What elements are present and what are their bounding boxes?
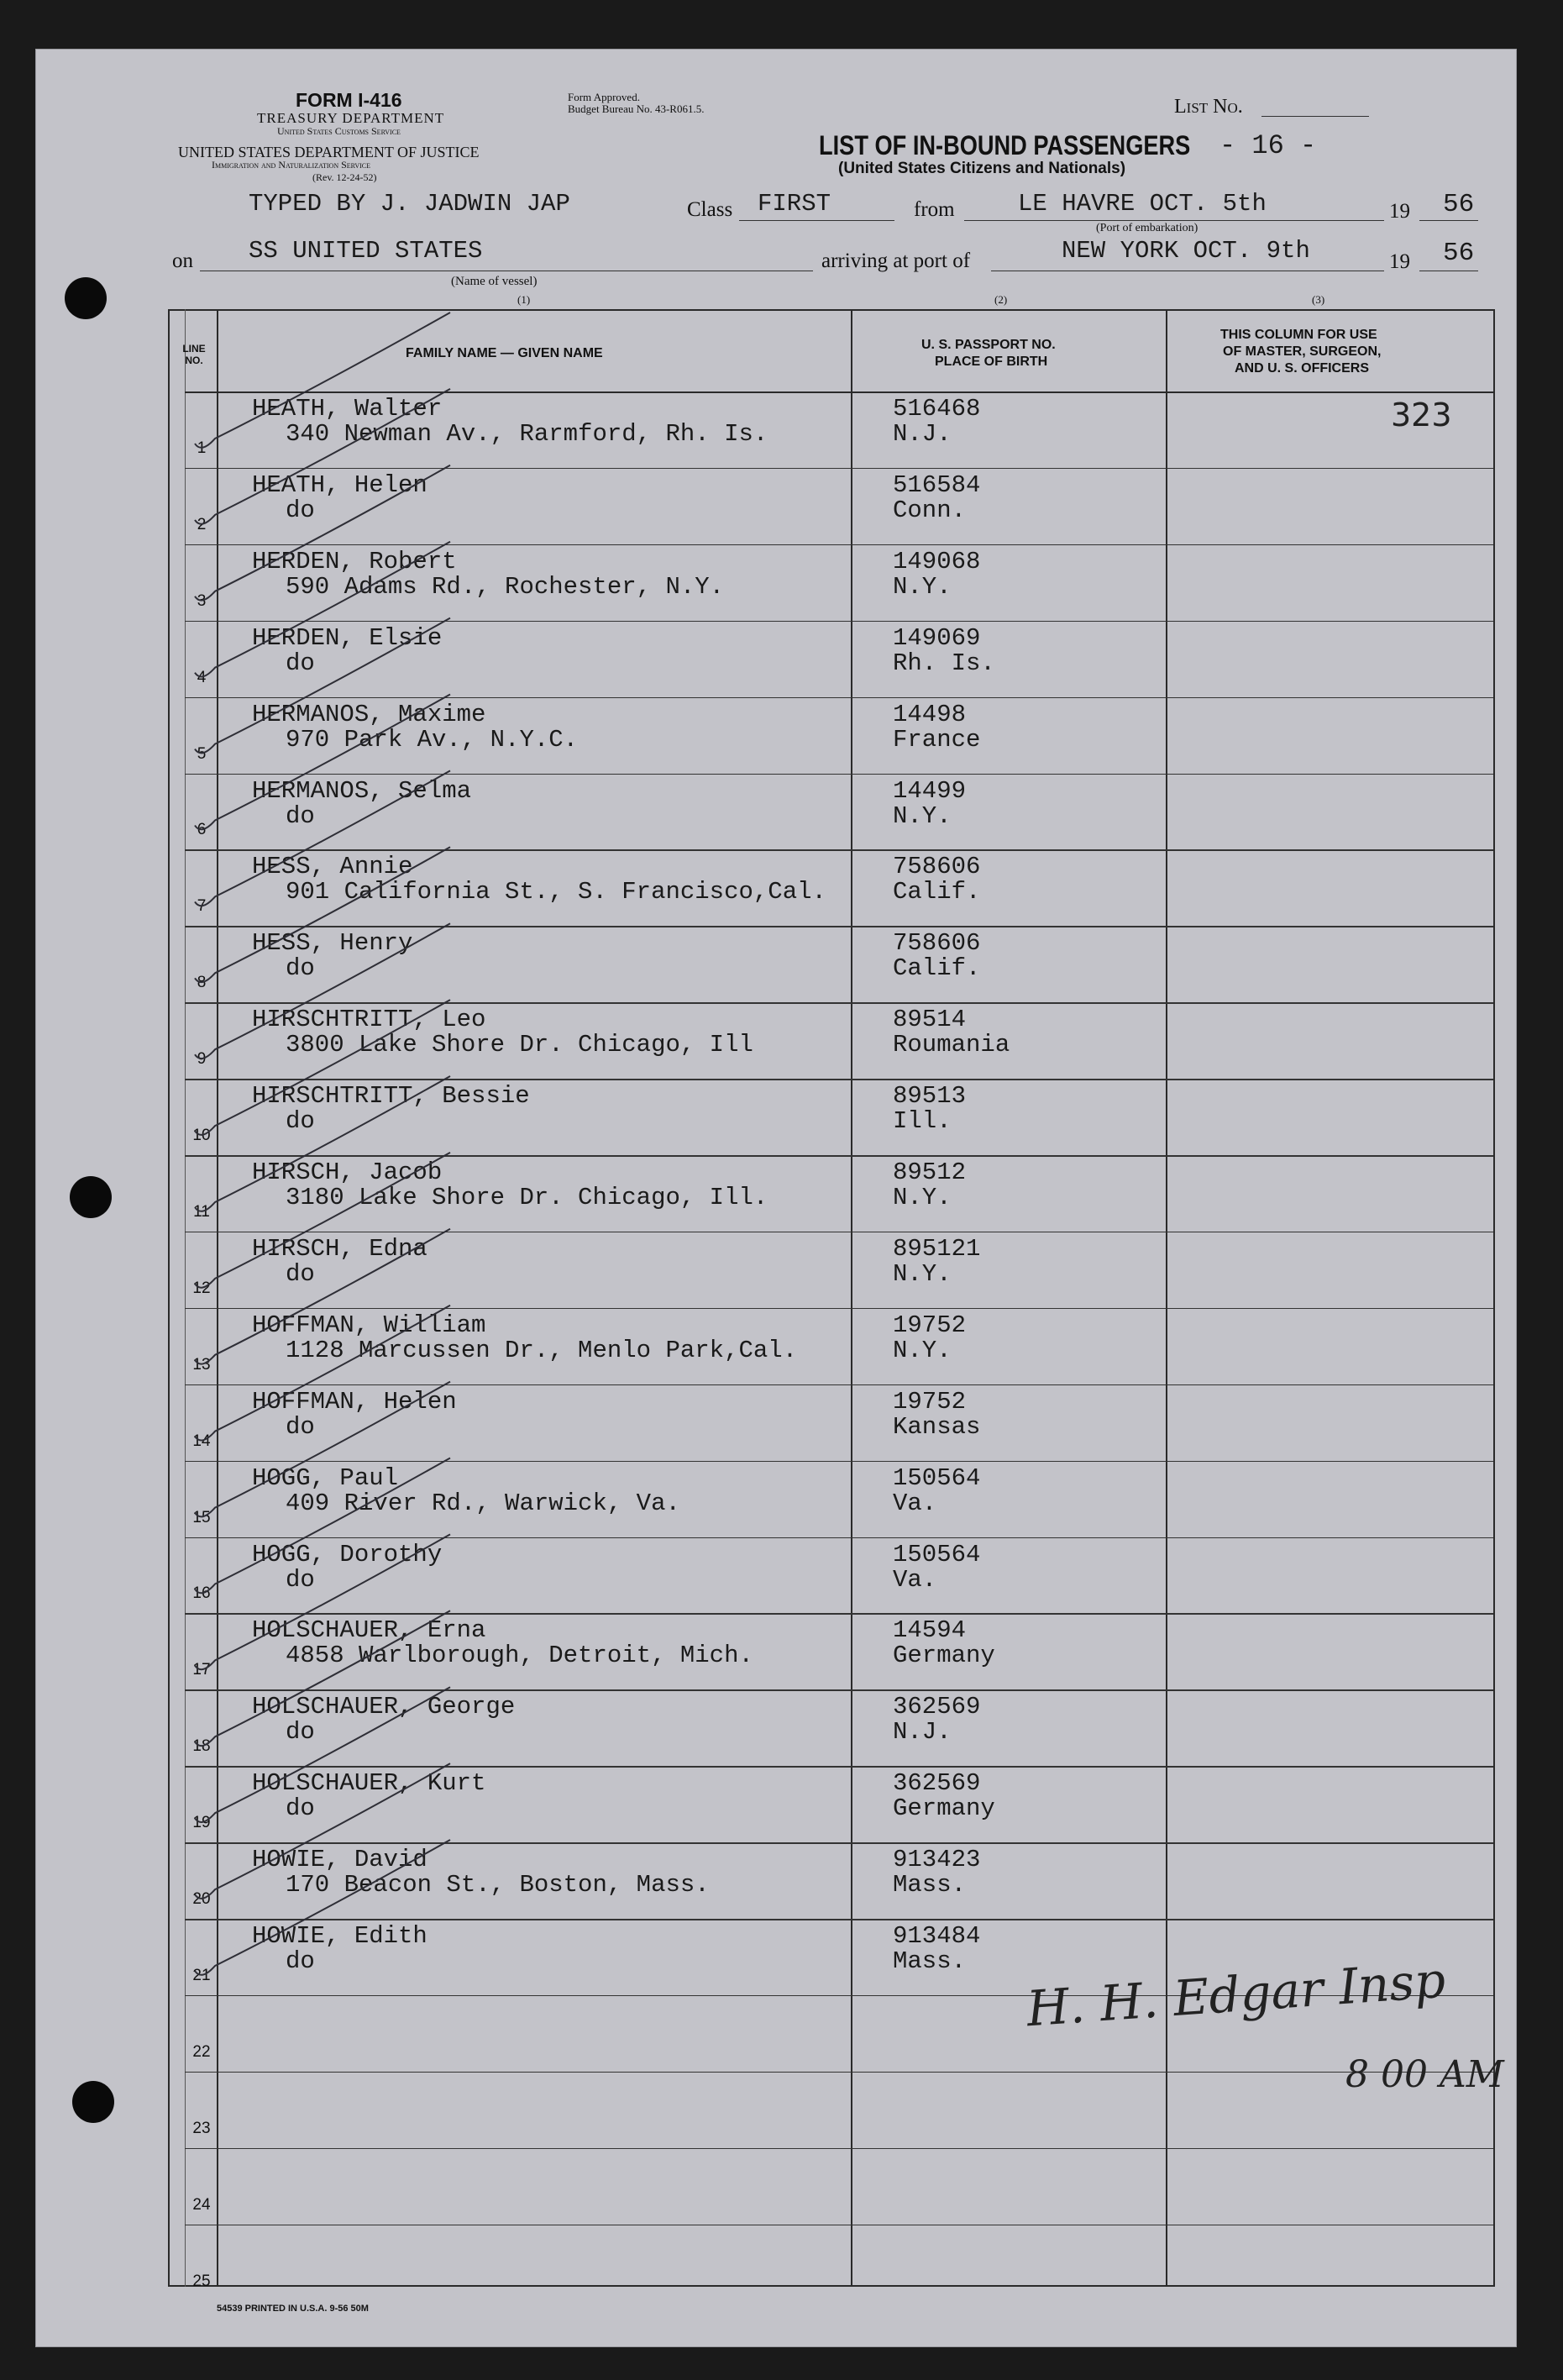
row-passport-no: 89512 (893, 1158, 967, 1186)
row-passport-no: 362569 (893, 1769, 981, 1798)
row-birthplace: Calif. (893, 954, 981, 983)
row-address: 1128 Marcussen Dr., Menlo Park,Cal. (286, 1336, 798, 1364)
row-line-number: 20 (192, 1890, 211, 1908)
row-address: 409 River Rd., Warwick, Va. (286, 1489, 680, 1517)
col-number-1: (1) (517, 293, 531, 306)
row-birthplace: N.J. (893, 1718, 952, 1747)
row-address: 3800 Lake Shore Dr. Chicago, Ill (286, 1031, 753, 1059)
row-line-number: 5 (197, 744, 207, 763)
row-line-number: 14 (192, 1432, 211, 1450)
row-family-name: HEATH, Walter (252, 395, 443, 423)
row-passport-no: 516468 (893, 395, 981, 423)
port-embark-caption: (Port of embarkation) (1096, 222, 1198, 234)
row-birthplace: Va. (893, 1565, 937, 1594)
row-birthplace: N.Y. (893, 801, 952, 830)
row-family-name: HOGG, Paul (252, 1463, 399, 1492)
class-value: FIRST (758, 190, 831, 218)
check-mark (195, 847, 450, 982)
year-value-2: 56 (1443, 239, 1475, 268)
row-line-number: 2 (197, 515, 207, 533)
row-address: do (286, 1565, 315, 1594)
row-family-name: HOLSCHAUER, Kurt (252, 1769, 486, 1798)
check-mark (195, 1076, 450, 1211)
row-birthplace: Mass. (893, 1947, 967, 1975)
row-address: do (286, 1794, 315, 1823)
row-line-number: 12 (192, 1279, 211, 1297)
check-mark (195, 770, 450, 906)
row-passport-no: 362569 (893, 1693, 981, 1721)
vessel-name: SS UNITED STATES (249, 237, 483, 265)
check-mark (195, 542, 450, 677)
row-passport-no: 150564 (893, 1463, 981, 1492)
row-birthplace: Kansas (893, 1412, 981, 1441)
row-line-number: 3 (197, 591, 207, 610)
row-family-name: HIRSCH, Edna (252, 1234, 427, 1263)
check-mark (195, 313, 450, 448)
vessel-caption: (Name of vessel) (451, 275, 538, 288)
row-address: do (286, 1412, 315, 1441)
row-birthplace: Mass. (893, 1871, 967, 1899)
row-line-number: 17 (192, 1661, 211, 1679)
row-address: do (286, 1107, 315, 1136)
row-family-name: HOFFMAN, William (252, 1311, 486, 1339)
row-family-name: HESS, Henry (252, 929, 413, 958)
row-passport-no: 14498 (893, 700, 967, 728)
row-address: do (286, 649, 315, 677)
row-line-number: 13 (192, 1355, 211, 1374)
row-line-number: 25 (192, 2272, 211, 2290)
budget-bureau: Budget Bureau No. 43-R061.5. (568, 102, 705, 115)
row-passport-no: 516584 (893, 470, 981, 499)
check-mark (195, 1000, 450, 1135)
check-mark (195, 695, 450, 830)
check-mark (195, 465, 450, 601)
col-header-officer-1: THIS COLUMN FOR USE (1220, 328, 1377, 342)
print-footer: 54539 PRINTED IN U.S.A. 9-56 50M (217, 2304, 369, 2314)
row-line-number: 18 (192, 1737, 211, 1756)
row-address: 3180 Lake Shore Dr. Chicago, Ill. (286, 1184, 768, 1211)
col-header-officer-3: AND U. S. OFFICERS (1235, 361, 1370, 376)
row-family-name: HOFFMAN, Helen (252, 1387, 457, 1416)
row-passport-no: 758606 (893, 853, 981, 881)
arriving-label: arriving at port of (821, 250, 971, 272)
check-mark (195, 1458, 450, 1594)
row-officer-note: 323 (1391, 397, 1452, 433)
row-passport-no: 89513 (893, 1082, 967, 1111)
row-passport-no: 14594 (893, 1616, 967, 1645)
treasury-dept: TREASURY DEPARTMENT (257, 110, 445, 126)
row-line-number: 1 (197, 439, 207, 457)
customs-service: United States Customs Service (277, 125, 401, 137)
row-passport-no: 19752 (893, 1311, 967, 1339)
from-value: LE HAVRE OCT. 5th (1018, 190, 1267, 218)
row-address: do (286, 1947, 315, 1975)
document-title: LIST OF IN-BOUND PASSENGERS (819, 130, 1191, 160)
row-birthplace: France (893, 725, 981, 754)
row-family-name: HERDEN, Elsie (252, 623, 443, 652)
row-birthplace: Germany (893, 1642, 995, 1670)
row-address: 170 Beacon St., Boston, Mass. (286, 1871, 710, 1899)
row-birthplace: N.Y. (893, 1259, 952, 1288)
row-birthplace: N.J. (893, 420, 952, 448)
row-birthplace: Calif. (893, 878, 981, 906)
row-address: do (286, 954, 315, 983)
row-address: 340 Newman Av., Rarmford, Rh. Is. (286, 420, 768, 448)
row-family-name: HOWIE, Edith (252, 1922, 427, 1950)
year-prefix: 19 (1389, 200, 1410, 223)
col-header-passport: U. S. PASSPORT NO. (921, 338, 1056, 352)
row-family-name: HERDEN, Robert (252, 547, 457, 575)
col-number-2: (2) (994, 293, 1008, 306)
revision-date: (Rev. 12-24-52) (312, 171, 377, 183)
year-prefix-2: 19 (1389, 250, 1410, 273)
row-line-number: 21 (192, 1966, 211, 1984)
row-birthplace: Roumania (893, 1031, 1010, 1059)
row-passport-no: 758606 (893, 929, 981, 958)
row-family-name: HOGG, Dorothy (252, 1540, 443, 1568)
ins-service: Immigration and Naturalization Service (212, 159, 371, 171)
row-line-number: 8 (197, 974, 207, 992)
col-header-line-no: LINE NO. (182, 343, 206, 366)
typed-by: TYPED BY J. JADWIN JAP (249, 190, 570, 218)
col-number-3: (3) (1312, 293, 1325, 306)
row-birthplace: Conn. (893, 496, 967, 524)
row-line-number: 7 (197, 897, 207, 916)
check-mark (195, 1382, 450, 1517)
inspector-signature: H. H. Edgar Insp (1025, 1951, 1448, 2038)
form-number: FORM I-416 (296, 89, 402, 111)
on-label: on (172, 250, 193, 272)
arrival-time-note: 8 00 AM (1345, 2053, 1504, 2096)
row-passport-no: 19752 (893, 1387, 967, 1416)
check-mark (195, 1610, 450, 1746)
row-passport-no: 14499 (893, 776, 967, 805)
row-family-name: HEATH, Helen (252, 470, 427, 499)
row-address: 970 Park Av., N.Y.C. (286, 725, 579, 754)
class-label: Class (687, 198, 733, 221)
row-family-name: HIRSCHTRITT, Leo (252, 1006, 486, 1034)
row-line-number: 9 (197, 1050, 207, 1069)
row-address: do (286, 1718, 315, 1747)
row-line-number: 23 (192, 2119, 211, 2137)
check-mark (195, 1763, 450, 1899)
row-line-number: 10 (192, 1127, 211, 1144)
document-subtitle: (United States Citizens and Nationals) (838, 160, 1126, 177)
check-mark (195, 618, 450, 754)
row-address: do (286, 496, 315, 524)
row-address: 901 California St., S. Francisco,Cal. (286, 878, 826, 906)
row-passport-no: 149069 (893, 623, 981, 652)
row-birthplace: N.Y. (893, 572, 952, 601)
row-line-number: 4 (197, 668, 207, 686)
check-mark (195, 923, 450, 1059)
row-birthplace: Ill. (893, 1107, 952, 1136)
row-family-name: HOLSCHAUER, Erna (252, 1616, 486, 1645)
row-passport-no: 89514 (893, 1006, 967, 1034)
list-no-label: List No. (1174, 96, 1243, 118)
check-mark (195, 1229, 450, 1364)
row-address: do (286, 801, 315, 830)
check-mark (195, 1687, 450, 1822)
year-value: 56 (1443, 190, 1475, 219)
justice-dept: UNITED STATES DEPARTMENT OF JUSTICE (178, 144, 480, 160)
check-mark (195, 1534, 450, 1669)
row-family-name: HIRSCH, Jacob (252, 1158, 443, 1186)
row-passport-no: 150564 (893, 1540, 981, 1568)
arrival-value: NEW YORK OCT. 9th (1062, 237, 1310, 265)
col-header-birthplace: PLACE OF BIRTH (935, 355, 1048, 369)
row-family-name: HERMANOS, Selma (252, 776, 472, 805)
row-birthplace: N.Y. (893, 1336, 952, 1364)
row-family-name: HERMANOS, Maxime (252, 700, 486, 728)
row-family-name: HOLSCHAUER, George (252, 1693, 516, 1721)
col-header-officer-2: OF MASTER, SURGEON, (1223, 344, 1382, 359)
row-passport-no: 913484 (893, 1922, 981, 1950)
row-line-number: 19 (192, 1814, 211, 1832)
row-birthplace: N.Y. (893, 1184, 952, 1211)
row-address: 4858 Warlborough, Detroit, Mich. (286, 1642, 753, 1670)
row-address: do (286, 1259, 315, 1288)
row-birthplace: Va. (893, 1489, 937, 1517)
row-line-number: 6 (197, 821, 207, 839)
check-mark (195, 1840, 450, 1975)
row-birthplace: Rh. Is. (893, 649, 995, 677)
check-mark (195, 1153, 450, 1288)
row-line-number: 24 (192, 2195, 211, 2214)
from-label: from (914, 198, 955, 221)
row-birthplace: Germany (893, 1794, 995, 1823)
row-passport-no: 895121 (893, 1234, 981, 1263)
row-line-number: 15 (192, 1508, 211, 1526)
row-passport-no: 913423 (893, 1846, 981, 1874)
row-address: 590 Adams Rd., Rochester, N.Y. (286, 572, 725, 601)
page-number: - 16 - (1219, 130, 1317, 161)
row-line-number: 16 (192, 1584, 211, 1603)
row-family-name: HOWIE, David (252, 1846, 427, 1874)
row-passport-no: 149068 (893, 547, 981, 575)
row-line-number: 22 (192, 2042, 211, 2061)
row-family-name: HIRSCHTRITT, Bessie (252, 1082, 530, 1111)
col-header-name: FAMILY NAME — GIVEN NAME (406, 346, 603, 360)
check-mark (195, 1306, 450, 1441)
form-approved: Form Approved. (568, 91, 640, 103)
check-mark (195, 389, 450, 524)
row-line-number: 11 (193, 1202, 210, 1221)
row-family-name: HESS, Annie (252, 853, 413, 881)
